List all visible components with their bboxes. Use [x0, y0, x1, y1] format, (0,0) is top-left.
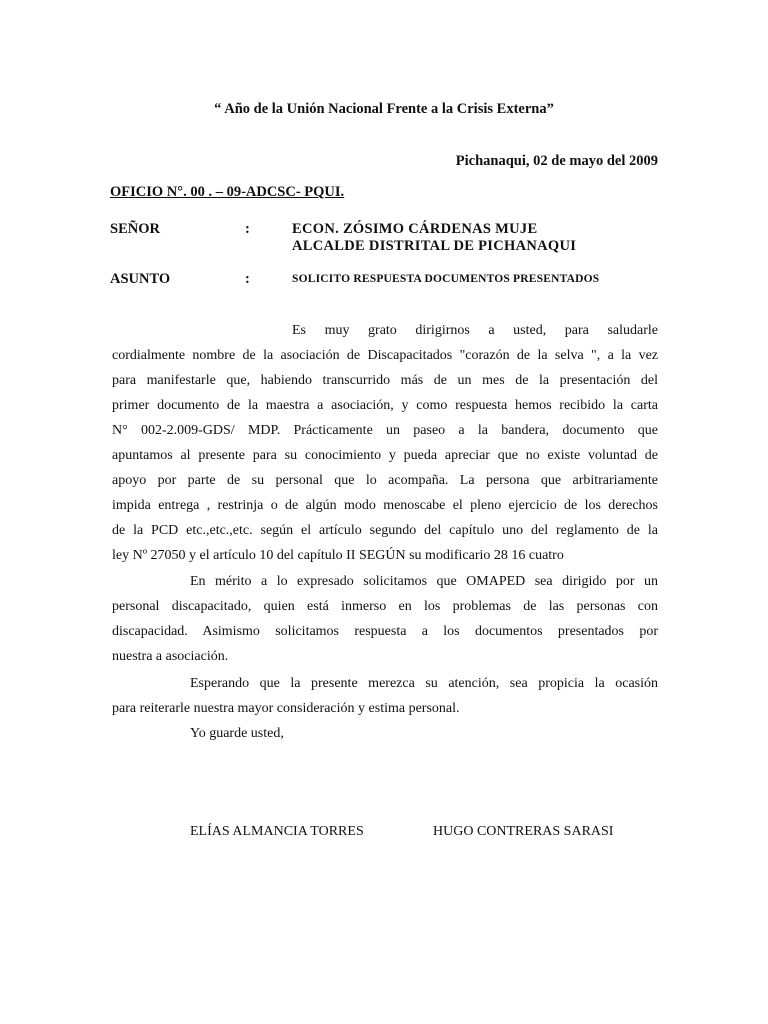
paragraph-line: para reiterarle nuestra mayor consideración y estima personal. [112, 701, 460, 716]
paragraph-line: apuntamos al presente para su conocimiento y pueda apreciar que no existe voluntad de [112, 448, 658, 463]
paragraph-line: primer documento de la maestra a asociación, y como respuesta hemos recibido la carta [112, 398, 658, 413]
recipient-title: ALCALDE DISTRITAL DE PICHANAQUI [292, 238, 577, 254]
paragraph-line: N° 002-2.009-GDS/ MDP. Prácticamente un paseo a la bandera, documento que [112, 423, 658, 438]
signature-left: ELÍAS ALMANCIA TORRES [190, 824, 364, 839]
paragraph-line: ley Nº 27050 y el artículo 10 del capítulo II SEGÚN su modificario 28 16 cuatro [112, 548, 564, 563]
paragraph-line: nuestra a asociación. [112, 649, 229, 664]
paragraph-line: Esperando que la presente merezca su atención, sea propicia la ocasión [190, 676, 658, 691]
paragraph-line: de la PCD etc.,etc.,etc. según el artículo segundo del capítulo uno del reglamento de la [112, 523, 658, 538]
document-date: Pichanaqui, 02 de mayo del 2009 [455, 153, 658, 169]
paragraph-line: cordialmente nombre de la asociación de Discapacitados "corazón de la selva ", a la vez [112, 348, 658, 363]
paragraph-line: personal discapacitado, quien está inmerso en los problemas de las personas con [112, 599, 658, 614]
motto-heading: “ Año de la Unión Nacional Frente a la Crisis Externa” [214, 101, 554, 117]
subject-label: ASUNTO [110, 271, 171, 287]
paragraph-line: apoyo por parte de su personal que lo acompaña. La persona que arbitrariamente [112, 473, 658, 488]
paragraph-line: Es muy grato dirigirnos a usted, para saludarle [292, 323, 658, 338]
recipient-name: ECON. ZÓSIMO CÁRDENAS MUJE [292, 221, 538, 237]
subject-colon: : [245, 271, 250, 287]
recipient-label: SEÑOR [110, 221, 160, 237]
paragraph-line: para manifestarle que, habiendo transcurrido más de un mes de la presentación del [112, 373, 658, 388]
paragraph-line: discapacidad. Asimismo solicitamos respuesta a los documentos presentados por [112, 624, 658, 639]
recipient-colon: : [245, 221, 250, 237]
oficio-number: OFICIO N°. 00 . – 09-ADCSC- PQUI. [110, 184, 345, 200]
subject-text: SOLICITO RESPUESTA DOCUMENTOS PRESENTADOS [292, 273, 600, 285]
paragraph-line: En mérito a lo expresado solicitamos que OMAPED sea dirigido por un [190, 574, 658, 589]
paragraph-line: impida entrega , restrinja o de algún modo menoscabe el pleno ejercicio de los derechos [112, 498, 658, 513]
closing-line: Yo guarde usted, [190, 726, 284, 741]
signature-right: HUGO CONTRERAS SARASI [433, 824, 614, 839]
